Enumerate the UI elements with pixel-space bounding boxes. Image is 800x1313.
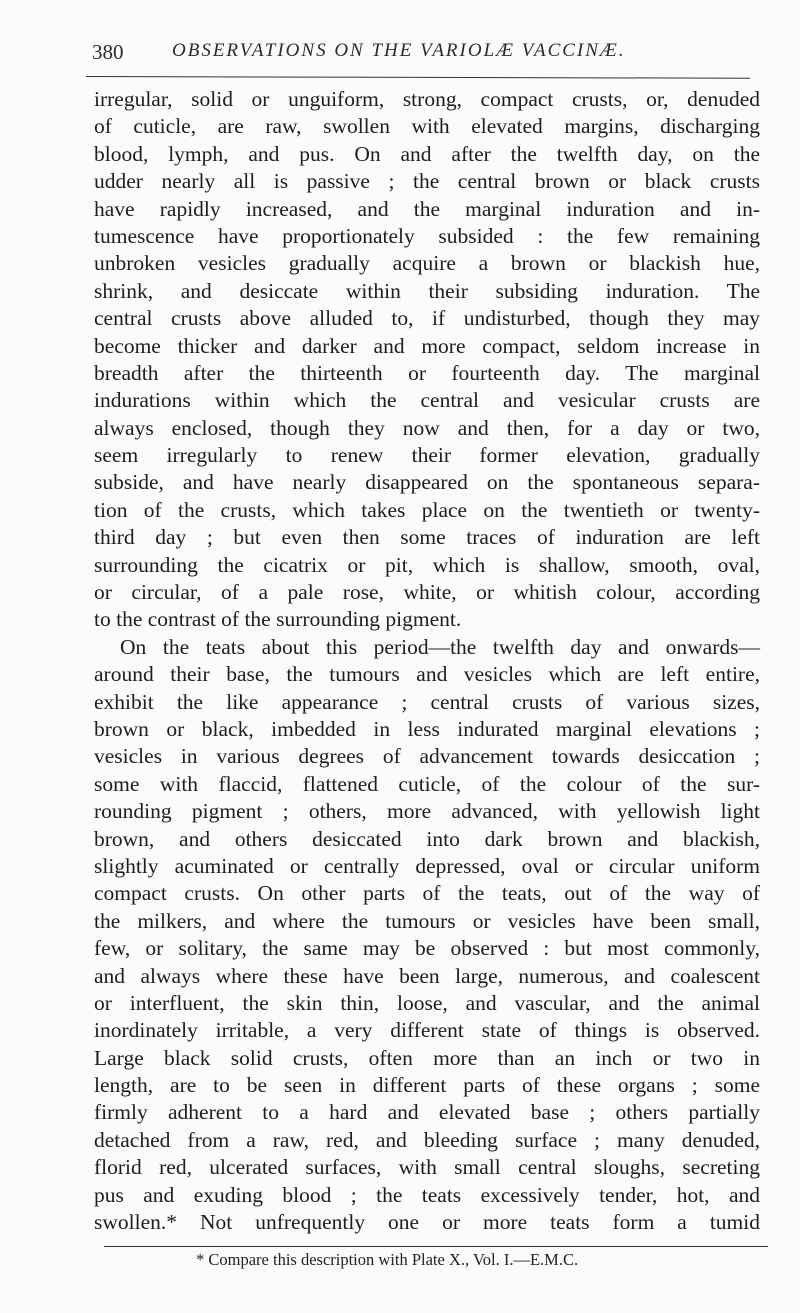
text-line: have rapidly increased, and the marginal induration and in- (94, 196, 760, 221)
text-line: around their base, the tumours and vesicles which are left entire, (94, 662, 760, 687)
text-line: subside, and have nearly disappeared on the spontaneous separa- (94, 470, 760, 495)
paragraph-first-line: On the teats about this period—the twelfth day and onwards— (120, 634, 760, 659)
text-line: brown, and others desiccated into dark brown and blackish, (94, 826, 760, 851)
text-line: of cuticle, are raw, swollen with elevated margins, discharging (94, 114, 760, 139)
text-line: central crusts above alluded to, if undisturbed, though they may (94, 306, 760, 331)
text-line: tion of the crusts, which takes place on the twentieth or twenty- (94, 497, 760, 522)
text-line: seem irregularly to renew their former elevation, gradually (94, 443, 760, 468)
text-line: florid red, ulcerated surfaces, with small central sloughs, secreting (94, 1155, 760, 1180)
text-line: tumescence have proportionately subsided : the few remaining (94, 223, 760, 248)
paragraph-last-line: to the contrast of the surrounding pigment. (94, 607, 462, 632)
text-line: rounding pigment ; others, more advanced, with yellowish light (94, 799, 760, 824)
text-line: pus and exuding blood ; the teats excessively tender, hot, and (94, 1182, 760, 1207)
text-line: exhibit the like appearance ; central crusts of various sizes, (94, 689, 760, 714)
text-line: swollen.* Not unfrequently one or more teats form a tumid (94, 1210, 760, 1235)
body-text (94, 86, 760, 1236)
text-line: the milkers, and where the tumours or vesicles have been small, (94, 908, 760, 933)
text-line: few, or solitary, the same may be observed : but most commonly, (94, 936, 760, 961)
text-line: inordinately irritable, a very different state of things is observed. (94, 1018, 760, 1043)
text-line: and always where these have been large, numerous, and coalescent (94, 963, 760, 988)
text-line: detached from a raw, red, and bleeding surface ; many denuded, (94, 1127, 760, 1152)
text-line: firmly adherent to a hard and elevated base ; others partially (94, 1100, 760, 1125)
text-line: or interfluent, the skin thin, loose, and vascular, and the animal (94, 990, 760, 1015)
text-line: irregular, solid or unguiform, strong, compact crusts, or, denuded (94, 87, 760, 111)
text-line: third day ; but even then some traces of induration are left (94, 525, 760, 550)
running-title: OBSERVATIONS ON THE VARIOLÆ VACCINÆ. (172, 40, 626, 61)
text-line: or circular, of a pale rose, white, or whitish colour, according (94, 580, 760, 605)
text-line: vesicles in various degrees of advancement towards desiccation ; (94, 744, 760, 769)
footnote: * Compare this description with Plate X., Vol. I.—E.M.C. (196, 1250, 579, 1269)
text-line: shrink, and desiccate within their subsiding induration. The (94, 278, 760, 303)
text-line: unbroken vesicles gradually acquire a brown or blackish hue, (94, 251, 760, 276)
page-number: 380 (92, 40, 124, 64)
text-line: udder nearly all is passive ; the central brown or black crusts (94, 169, 760, 194)
text-line: slightly acuminated or centrally depressed, oval or circular uniform (94, 853, 760, 878)
page-header (86, 36, 756, 70)
text-line: breadth after the thirteenth or fourteenth day. The marginal (94, 360, 760, 385)
text-line: always enclosed, though they now and then, for a day or two, (94, 415, 760, 440)
text-line: brown or black, imbedded in less indurated marginal elevations ; (94, 716, 760, 741)
text-line: some with flaccid, flattened cuticle, of the colour of the sur- (94, 771, 760, 796)
header-rule (86, 76, 750, 79)
text-line: indurations within which the central and vesicular crusts are (94, 388, 760, 413)
footnote-rule (104, 1246, 768, 1247)
text-line: become thicker and darker and more compact, seldom increase in (94, 333, 760, 358)
text-line: length, are to be seen in different parts of these organs ; some (94, 1073, 760, 1098)
text-line: compact crusts. On other parts of the teats, out of the way of (94, 881, 760, 906)
text-line: surrounding the cicatrix or pit, which is shallow, smooth, oval, (94, 552, 760, 577)
text-line: blood, lymph, and pus. On and after the twelfth day, on the (94, 141, 760, 166)
text-line: Large black solid crusts, often more than an inch or two in (94, 1045, 760, 1070)
